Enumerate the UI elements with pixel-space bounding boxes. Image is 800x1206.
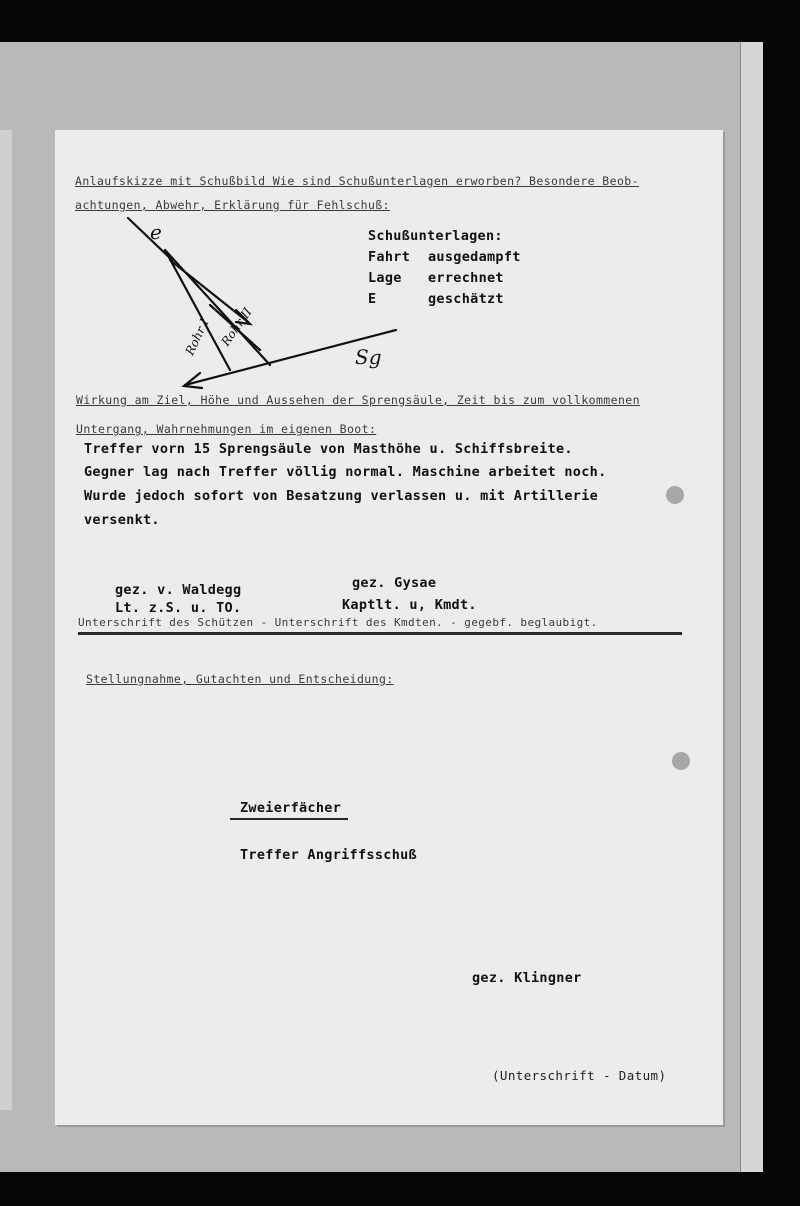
- shooter-rank: Lt. z.S. u. TO.: [115, 600, 242, 616]
- assessment-line1: Zweierfächer: [240, 800, 342, 816]
- signature-caption: Unterschrift des Schützen - Unterschrift des Kmdten. - gegebf. beglaubigt.: [78, 616, 598, 629]
- effect-text-line2: Gegner lag nach Treffer völlig normal. Maschine arbeitet noch.: [84, 464, 607, 480]
- assessment-underline: [230, 818, 348, 820]
- sketch-header-line1: Anlaufskizze mit Schußbild Wie sind Schußunterlagen erworben? Besondere Beob-: [75, 174, 639, 188]
- section-divider: [78, 632, 682, 635]
- shot-data-label-lage: Lage: [368, 270, 402, 286]
- shooter-signature: gez. v. Waldegg: [115, 582, 242, 598]
- adjacent-page-edge: [0, 130, 12, 1110]
- shot-data-label-e: E: [368, 291, 377, 307]
- sketch-label-rohr2: Rohr II: [218, 305, 255, 349]
- effect-header-line1: Wirkung am Ziel, Höhe und Aussehen der Sprengsäule, Zeit bis zum vollkommenen: [76, 393, 640, 407]
- shot-data-value-fahrt: ausgedampft: [428, 249, 521, 265]
- binding-edge: [740, 42, 763, 1172]
- punch-hole-upper: [666, 486, 684, 504]
- shot-data-label-fahrt: Fahrt: [368, 249, 411, 265]
- effect-text-line3: Wurde jedoch sofort von Besatzung verlassen u. mit Artillerie: [84, 488, 599, 504]
- assessment-signature: gez. Klingner: [472, 970, 582, 986]
- commander-rank: Kaptlt. u, Kmdt.: [342, 597, 477, 613]
- punch-hole-lower: [672, 752, 690, 770]
- effect-header-line2: Untergang, Wahrnehmungen im eigenen Boot:: [76, 422, 377, 436]
- shot-data-value-e: geschätzt: [428, 291, 504, 307]
- sketch-label-top: e: [150, 220, 162, 244]
- assessment-header: Stellungnahme, Gutachten und Entscheidung:: [86, 672, 394, 686]
- commander-signature: gez. Gysae: [352, 575, 437, 591]
- sketch-label-rohr1: Rohr I: [182, 316, 212, 358]
- sketch-label-ship: Sg: [355, 345, 382, 369]
- assessment-line2: Treffer Angriffsschuß: [240, 847, 417, 863]
- shot-data-value-lage: errechnet: [428, 270, 504, 286]
- date-caption: (Unterschrift - Datum): [492, 1068, 667, 1083]
- shot-data-title: Schußunterlagen:: [368, 228, 503, 244]
- sketch-header-line2: achtungen, Abwehr, Erklärung für Fehlschuß:: [75, 198, 390, 212]
- effect-text-line4: versenkt.: [84, 512, 160, 528]
- effect-text-line1: Treffer vorn 15 Sprengsäule von Masthöhe u. Schiffsbreite.: [84, 441, 573, 457]
